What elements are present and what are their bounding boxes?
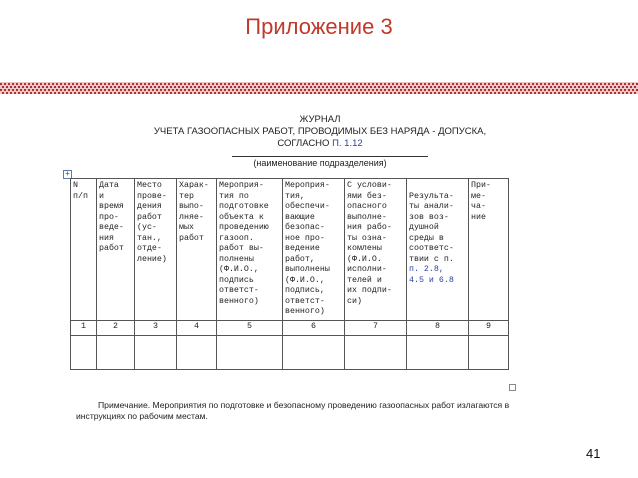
column-number: 4 [177,320,217,335]
dotted-band-graphic [0,82,638,94]
column-number: 6 [283,320,345,335]
empty-cell[interactable] [407,335,469,369]
header-row [71,179,509,321]
empty-data-row [71,335,509,369]
empty-cell[interactable] [177,335,217,369]
air-analysis-refs[interactable]: п. 2.8, 4.5 и 6.8 [409,265,454,285]
column-number: 3 [135,320,177,335]
header-cell-preparation: Мероприя- тия по подготовке объекта к проведению газооп. работ вы- полнены (Ф.И.О., подпись ответст- венного) [217,179,283,321]
header-cell-briefing: С услови- ями без- опасного выполне- ния рабо- ты озна- комлены (Ф.И.О. исполни- телей и их подпи- си) [345,179,407,321]
empty-cell[interactable] [97,335,135,369]
empty-cell[interactable] [71,335,97,369]
header-cell-number: N п/п [71,179,97,321]
header-cell-place: Место прове- дения работ (ус- тан., отде- ление) [135,179,177,321]
journal-table [70,178,509,370]
column-number-row [71,320,509,335]
header-cell-remark: При- ме- ча- ние [469,179,509,321]
column-number: 1 [71,320,97,335]
slide-title: Приложение 3 [245,14,393,39]
header-cell-safety-measures: Мероприя- тия, обеспечи- вающие безопас- ное про- ведение работ, выполнены (Ф.И.О., подпись, ответст- венного) [283,179,345,321]
footnote-line-1: Примечание. Мероприятия по подготовке и безопасному проведению газоопасных работ излагаются в [98,400,510,410]
column-number: 5 [217,320,283,335]
header-cell-air-analysis [407,179,469,321]
air-analysis-label: Результа- ты анали- зов воз- душной среды в соответс- твии с п. [409,191,454,264]
empty-cell[interactable] [135,335,177,369]
decorative-dotted-band [0,82,638,94]
table-resize-handle[interactable] [509,384,516,391]
column-number: 9 [469,320,509,335]
subdivision-underline [232,156,428,157]
empty-cell[interactable] [217,335,283,369]
footnote-line-2: инструкциях по рабочим местам. [76,411,208,421]
journal-title: ЖУРНАЛ [299,114,341,125]
empty-cell[interactable] [283,335,345,369]
page-number: 41 [586,446,601,461]
column-number: 7 [345,320,407,335]
column-number: 8 [407,320,469,335]
empty-cell[interactable] [345,335,407,369]
column-number: 2 [97,320,135,335]
subdivision-caption: (наименование подразделения) [253,158,387,168]
header-cell-work-type: Харак- тер выпо- лняе- мых работ [177,179,217,321]
journal-subtitle: УЧЕТА ГАЗООПАСНЫХ РАБОТ, ПРОВОДИМЫХ БЕЗ НАРЯДА - ДОПУСКА, [153,126,487,137]
footnote [76,400,556,422]
reference-link[interactable]: П. 1.12 [332,138,363,149]
table-move-handle-icon[interactable]: + [63,170,72,179]
empty-cell[interactable] [469,335,509,369]
reference-prefix: СОГЛАСНО [277,138,330,149]
journal-reference-line [60,138,580,149]
header-cell-date: Дата и время про- веде- ния работ [97,179,135,321]
